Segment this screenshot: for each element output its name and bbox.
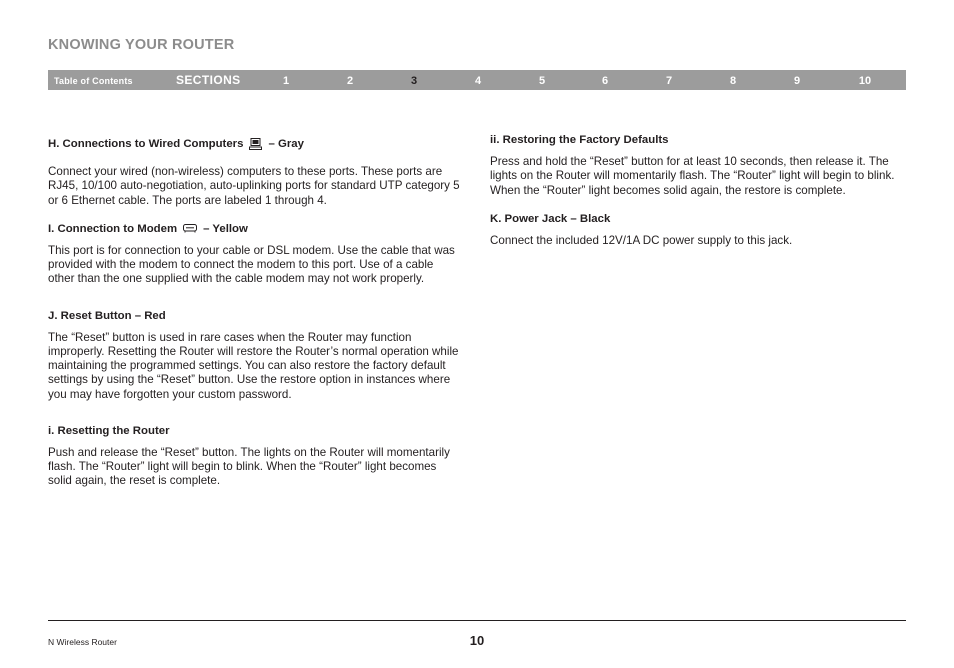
heading-connection-modem: I. Connection to Modem – Yellow <box>48 222 248 235</box>
table-of-contents-link[interactable]: Table of Contents <box>54 76 133 86</box>
heading-wired-computers: H. Connections to Wired Computers – Gray <box>48 138 304 150</box>
left-column <box>48 133 462 489</box>
section-navigation-bar <box>48 70 906 90</box>
modem-icon <box>183 224 197 233</box>
page-number: 10 <box>469 633 485 648</box>
section-link-2[interactable]: 2 <box>346 75 354 87</box>
section-link-4[interactable]: 4 <box>474 75 482 87</box>
section-link-9[interactable]: 9 <box>793 75 801 87</box>
paragraph-reset-button: The “Reset” button is used in rare cases when the Router may function improperly. Resetting the Router will restore the Router’s normal operation while maintaining the programmed settings. You can also restore the factory default settings by using the “Reset” button. Use the restore option in instances where you may have forgotten your custom password. <box>48 330 459 401</box>
paragraph-resetting-router: Push and release the “Reset” button. The lights on the Router will momentarily flash. The “Router” light will begin to blink. When the “Router” light becomes solid again, the reset is complete. <box>48 446 450 488</box>
paragraph-wired-computers: Connect your wired (non-wireless) computers to these ports. These ports are RJ45, 10/100 auto-negotiation, auto-uplinking ports for standard UTP category 5 or 6 Ethernet cable. The ports are labeled 1 through 4. <box>48 165 460 207</box>
section-link-10[interactable]: 10 <box>858 75 872 87</box>
page-header-title: KNOWING YOUR ROUTER <box>48 37 235 53</box>
section-link-8[interactable]: 8 <box>729 75 737 87</box>
heading-resetting-router: i. Resetting the Router <box>48 424 170 437</box>
footer-product-name: N Wireless Router <box>48 637 117 647</box>
paragraph-restoring-defaults: Press and hold the “Reset” button for at least 10 seconds, then release it. The lights on the Router will momentarily flash. The “Router” light will begin to blink. When the “Router” light becomes solid again, the restore is complete. <box>490 155 895 197</box>
paragraph-connection-modem: This port is for connection to your cable or DSL modem. Use the cable that was provided with the modem to connect the modem to this port. Use of a cable other than the one supplied with the cable modem may not work properly. <box>48 244 455 286</box>
sections-label: SECTIONS <box>176 73 241 87</box>
right-column <box>490 133 906 248</box>
paragraph-power-jack: Connect the included 12V/1A DC power supply to this jack. <box>490 234 793 248</box>
section-link-1[interactable]: 1 <box>282 75 290 87</box>
computer-icon <box>249 138 262 150</box>
section-link-6[interactable]: 6 <box>601 75 609 87</box>
heading-power-jack: K. Power Jack – Black <box>490 212 611 225</box>
section-link-7[interactable]: 7 <box>665 75 673 87</box>
section-link-3[interactable]: 3 <box>410 75 418 87</box>
footer-divider <box>48 620 906 621</box>
heading-restoring-defaults: ii. Restoring the Factory Defaults <box>490 134 669 146</box>
heading-reset-button: J. Reset Button – Red <box>48 309 166 322</box>
section-link-5[interactable]: 5 <box>538 75 546 87</box>
